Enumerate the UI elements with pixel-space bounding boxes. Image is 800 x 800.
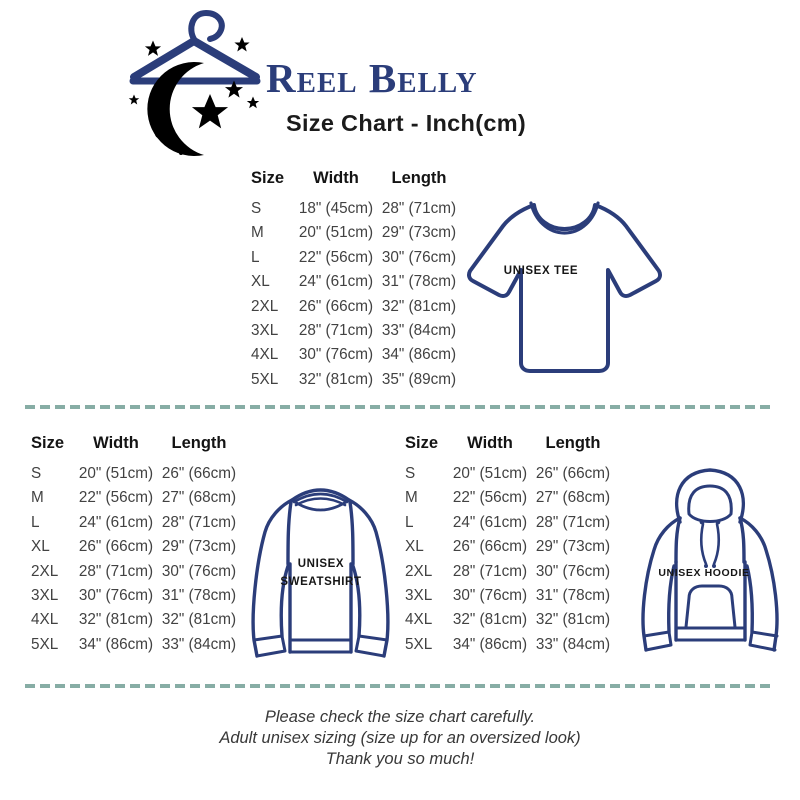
- length-cell: 32" (81cm): [381, 297, 457, 315]
- width-cell: 24" (61cm): [452, 513, 528, 531]
- size-cell: 2XL: [405, 562, 433, 580]
- size-cell: 3XL: [405, 586, 433, 604]
- size-cell: 2XL: [251, 297, 279, 315]
- tee-label: UNISEX TEE: [503, 265, 579, 277]
- length-cell: 31" (78cm): [381, 273, 457, 291]
- width-cell: 28" (71cm): [78, 562, 154, 580]
- size-cell: M: [31, 489, 44, 507]
- sweatshirt-label-line2: SWEATSHIRT: [280, 576, 362, 588]
- length-cell: 34" (86cm): [381, 346, 457, 364]
- footer-note: [0, 707, 800, 769]
- width-cell: 30" (76cm): [298, 346, 374, 364]
- size-cell: L: [251, 248, 260, 266]
- width-cell: 22" (56cm): [452, 489, 528, 507]
- size-cell: 3XL: [31, 586, 59, 604]
- length-cell: 27" (68cm): [161, 489, 237, 507]
- size-cell: 5XL: [31, 635, 59, 653]
- size-cell: L: [405, 513, 414, 531]
- width-cell: 22" (56cm): [298, 248, 374, 266]
- brand-logo: [126, 2, 266, 164]
- size-cell: 5XL: [405, 635, 433, 653]
- column-header-width: Width: [313, 169, 359, 187]
- column-header-size: Size: [405, 434, 439, 452]
- unisex-tee-illustration: [462, 197, 667, 389]
- dashed-divider: [25, 405, 775, 409]
- dashed-divider: [25, 684, 775, 688]
- width-cell: 34" (86cm): [78, 635, 154, 653]
- width-cell: 30" (76cm): [78, 586, 154, 604]
- size-cell: S: [31, 465, 42, 482]
- size-cell: S: [405, 465, 416, 482]
- size-cell: 3XL: [251, 321, 279, 339]
- column-header-length: Length: [391, 169, 447, 187]
- length-cell: 30" (76cm): [381, 248, 457, 266]
- footer-line-1: Please check the size chart carefully.: [264, 708, 536, 726]
- size-cell: 4XL: [405, 611, 433, 629]
- width-cell: 24" (61cm): [78, 513, 154, 531]
- hoodie-label: UNISEX HOODIE: [658, 567, 750, 579]
- width-cell: 28" (71cm): [452, 562, 528, 580]
- length-cell: 30" (76cm): [161, 562, 237, 580]
- size-cell: 2XL: [31, 562, 59, 580]
- length-cell: 27" (68cm): [535, 489, 611, 507]
- length-cell: 28" (71cm): [381, 200, 457, 217]
- size-cell: XL: [31, 538, 50, 556]
- length-cell: 33" (84cm): [535, 635, 611, 653]
- size-cell: XL: [251, 273, 270, 291]
- size-cell: M: [405, 489, 418, 507]
- tee-size-table: [251, 167, 461, 392]
- width-cell: 26" (66cm): [298, 297, 374, 315]
- hoodie-size-table: [405, 432, 615, 657]
- column-header-size: Size: [251, 169, 285, 187]
- length-cell: 29" (73cm): [161, 538, 237, 556]
- column-header-length: Length: [545, 434, 601, 452]
- size-cell: 4XL: [31, 611, 59, 629]
- tshirt-icon: [469, 203, 660, 371]
- width-cell: 30" (76cm): [452, 586, 528, 604]
- width-cell: 32" (81cm): [298, 370, 374, 388]
- footer-line-2: Adult unisex sizing (size up for an oversized look): [219, 728, 581, 747]
- column-header-size: Size: [31, 434, 65, 452]
- size-cell: M: [251, 224, 264, 242]
- length-cell: 33" (84cm): [161, 635, 237, 653]
- width-cell: 24" (61cm): [298, 273, 374, 291]
- length-cell: 33" (84cm): [381, 321, 457, 339]
- width-cell: 28" (71cm): [298, 321, 374, 339]
- width-cell: 34" (86cm): [452, 635, 528, 653]
- length-cell: 26" (66cm): [161, 465, 237, 482]
- size-cell: 5XL: [251, 370, 279, 388]
- length-cell: 35" (89cm): [381, 370, 457, 388]
- size-cell: XL: [405, 538, 424, 556]
- width-cell: 20" (51cm): [78, 465, 154, 482]
- width-cell: 32" (81cm): [452, 611, 528, 629]
- width-cell: 22" (56cm): [78, 489, 154, 507]
- column-header-length: Length: [171, 434, 227, 452]
- length-cell: 30" (76cm): [535, 562, 611, 580]
- length-cell: 28" (71cm): [535, 513, 611, 531]
- width-cell: 26" (66cm): [78, 538, 154, 556]
- length-cell: 32" (81cm): [161, 611, 237, 629]
- sweatshirt-size-table: [31, 432, 241, 657]
- length-cell: 31" (78cm): [535, 586, 611, 604]
- width-cell: 26" (66cm): [452, 538, 528, 556]
- length-cell: 32" (81cm): [535, 611, 611, 629]
- footer-line-3: Thank you so much!: [325, 749, 475, 768]
- width-cell: 32" (81cm): [78, 611, 154, 629]
- unisex-sweatshirt-illustration: [238, 478, 403, 668]
- unisex-hoodie-illustration: [628, 462, 793, 662]
- sweatshirt-icon: [253, 490, 388, 656]
- length-cell: 29" (73cm): [535, 538, 611, 556]
- sweatshirt-label-line1: UNISEX: [297, 558, 345, 570]
- length-cell: 31" (78cm): [161, 586, 237, 604]
- length-cell: 26" (66cm): [535, 465, 611, 482]
- width-cell: 18" (45cm): [298, 200, 374, 217]
- column-header-width: Width: [93, 434, 139, 452]
- width-cell: 20" (51cm): [452, 465, 528, 482]
- size-cell: 4XL: [251, 346, 279, 364]
- size-cell: L: [31, 513, 40, 531]
- length-cell: 29" (73cm): [381, 224, 457, 242]
- size-cell: S: [251, 200, 262, 217]
- width-cell: 20" (51cm): [298, 224, 374, 242]
- page-title: Size Chart - Inch(cm): [286, 110, 527, 136]
- hoodie-icon: [643, 470, 777, 650]
- column-header-width: Width: [467, 434, 513, 452]
- length-cell: 28" (71cm): [161, 513, 237, 531]
- brand-title: Reel Belly: [266, 55, 478, 101]
